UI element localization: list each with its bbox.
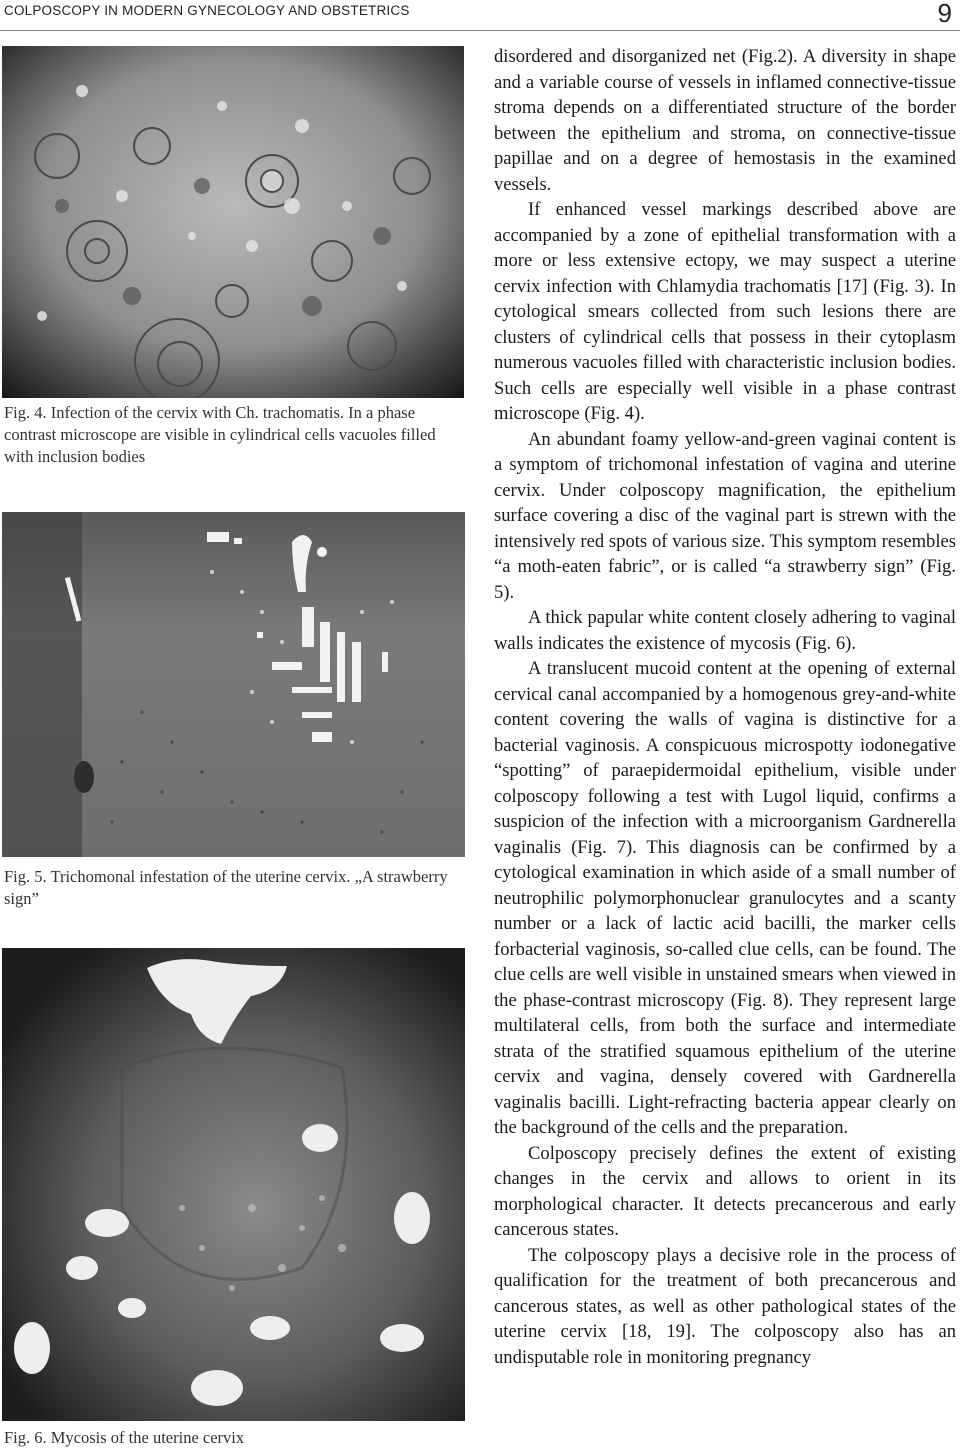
figure-5-caption: Fig. 5. Trichomonal infestation of the uterine cervix. „A strawberry sign” [4, 867, 448, 908]
paragraph-6: Colposcopy precisely defines the extent of existing changes in the cervix and allows to orient in its morphological character. It detects precancerous and early cancerous states. [494, 1142, 956, 1240]
page-number: 9 [937, 0, 952, 28]
body-text-column [494, 44, 956, 1370]
paragraph-4: A thick papular white content closely adhering to vaginal walls indicates the existence of mycosis (Fig. 6). [494, 607, 956, 654]
paragraph-2: If enhanced vessel markings described above are accompanied by a zone of epithelial transformation with a more or less extensive ectopy, we may suspect a uterine cervix infection with Chlamydia trachomatis [17] (Fig. 3). In cytological smears collected from such lesions there are clusters of cylindrical cells that possess in their cytoplasm numerous vacuoles filled with characteristic inclusion bodies. Such cells are especially well visible in a phase contrast microscope (Fig. 4). [494, 199, 956, 424]
figure-6-colposcopy [2, 948, 465, 1421]
figure-5-colposcopy [2, 512, 465, 857]
header-rule [0, 30, 960, 31]
figure-4-caption: Fig. 4. Infection of the cervix with Ch. trachomatis. In a phase contrast microscope are visible in cylindrical cells vacuoles filled with inclusion bodies [4, 403, 436, 466]
figure-6-caption: Fig. 6. Mycosis of the uterine cervix [4, 1428, 245, 1447]
paragraph-7: The colposcopy plays a decisive role in the process of qualification for the treatment of both precancerous and cancerous states, as well as other pathological states of the uterine cervix [18, 19]. The colposcopy also has an undisputable role in monitoring pregnancy [494, 1244, 956, 1368]
paragraph-5: A translucent mucoid content at the opening of external cervical canal accompanied by a homogenous grey-and-white content covering the walls of vagina is distinctive for a bacterial vaginosis. A conspicuous microspotty iodonegative “spotting” of paraepidermoidal epithelium, visible under colposcopy following a test with Lugol liquid, confirms a suspicion of the infection with a microorganism Gardnerella vaginalis (Fig. 7). This diagnosis can be confirmed by a cytological examination in which aside of a small number of neutrophilic polymorphonuclear granulocytes and a scanty number or a lack of lactic acid bacilli, the marker cells forbacterial vaginosis, so-called clue cells, can be found. The clue cells are well visible in unstained smears when viewed in the phase-contrast microscopy (Fig. 8). They represent large multilateral cells, from both the surface and intermediate strata of the stratified squamous epithelium of the uterine cervix and vagina, densely covered with Gardnerella vaginalis bacilli. Light-refracting bacteria appear clearly on the background of the cells and the preparation. [494, 658, 956, 1138]
paragraph-3: An abundant foamy yellow-and-green vaginai content is a symptom of trichomonal infestation of vagina and uterine cervix. Under colposcopy magnification, the epithelium surface covering a disc of the vaginal part is strewn with the intensively red spots of various size. This symptom resembles “a moth-eaten fabric”, or is called “a strawberry sign” (Fig. 5). [494, 428, 956, 603]
running-header: COLPOSCOPY IN MODERN GYNECOLOGY AND OBSTETRICS [4, 3, 410, 18]
paragraph-1: disordered and disorganized net (Fig.2). A diversity in shape and a variable course of vessels in inflamed connective-tissue stroma depends on a differentiated structure of the border between the epithelium and stroma, on connective-tissue papillae and on a degree of hemostasis in the examined vessels. [494, 46, 956, 195]
figure-4-micrograph [2, 46, 464, 398]
